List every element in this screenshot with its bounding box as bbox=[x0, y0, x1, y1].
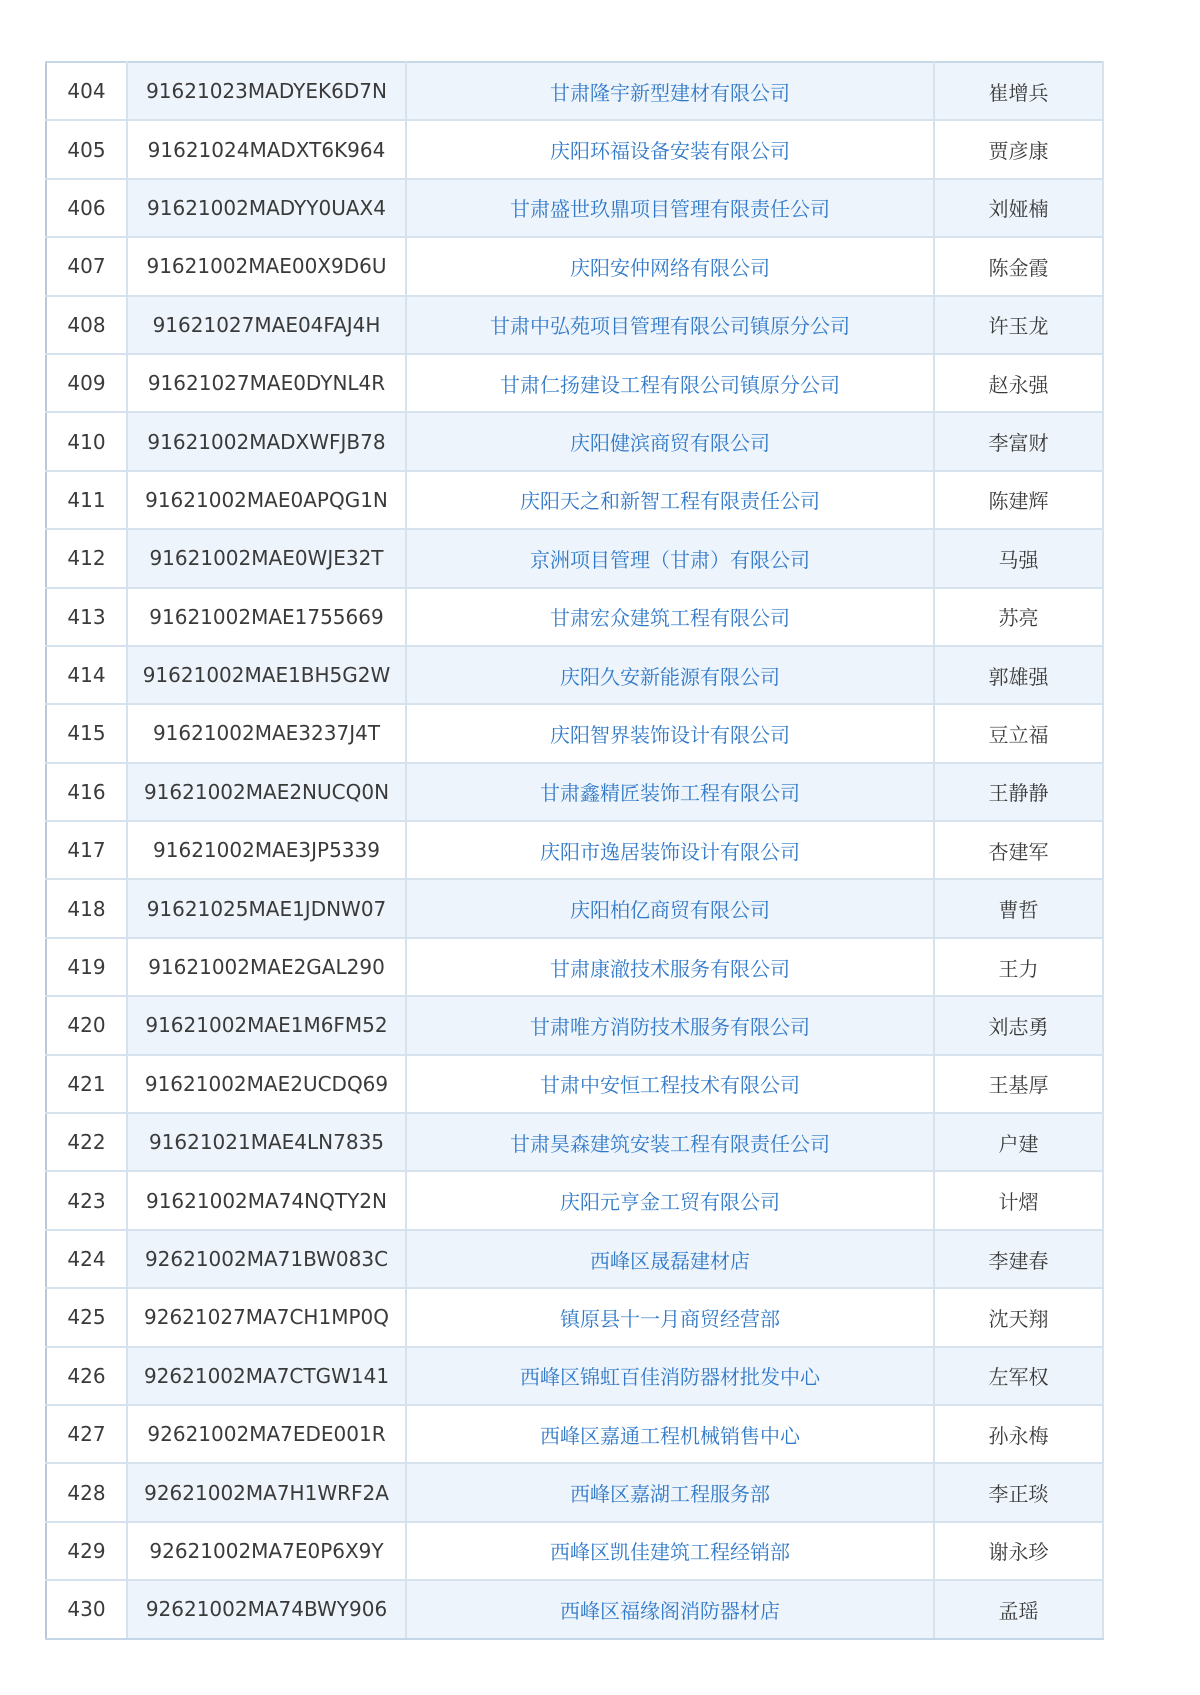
credit-code-cell: 91621024MADXT6K964 bbox=[127, 120, 406, 178]
credit-code-cell: 91621002MAE00X9D6U bbox=[127, 237, 406, 295]
company-name-cell: 庆阳健滨商贸有限公司 bbox=[406, 412, 934, 470]
company-name-cell: 甘肃鑫精匠装饰工程有限公司 bbox=[406, 763, 934, 821]
table-row bbox=[46, 1405, 1103, 1463]
legal-representative-cell: 陈建辉 bbox=[934, 471, 1103, 529]
row-number-cell: 423 bbox=[46, 1171, 127, 1229]
legal-representative-cell: 苏亮 bbox=[934, 588, 1103, 646]
credit-code-cell: 91621002MAE0APQG1N bbox=[127, 471, 406, 529]
row-number-cell: 404 bbox=[46, 62, 127, 120]
row-number-cell: 424 bbox=[46, 1230, 127, 1288]
row-number-cell: 425 bbox=[46, 1288, 127, 1346]
credit-code-cell: 91621021MAE4LN7835 bbox=[127, 1113, 406, 1171]
legal-representative-cell: 王基厚 bbox=[934, 1055, 1103, 1113]
credit-code-cell: 91621002MA74NQTY2N bbox=[127, 1171, 406, 1229]
row-number-cell: 428 bbox=[46, 1463, 127, 1521]
legal-representative-cell: 曹哲 bbox=[934, 879, 1103, 937]
company-name-cell: 甘肃仁扬建设工程有限公司镇原分公司 bbox=[406, 354, 934, 412]
company-name-cell: 甘肃盛世玖鼎项目管理有限责任公司 bbox=[406, 179, 934, 237]
table-row bbox=[46, 354, 1103, 412]
credit-code-cell: 92621002MA7H1WRF2A bbox=[127, 1463, 406, 1521]
credit-code-cell: 92621002MA74BWY906 bbox=[127, 1580, 406, 1638]
company-name-cell: 甘肃昊森建筑安装工程有限责任公司 bbox=[406, 1113, 934, 1171]
legal-representative-cell: 崔增兵 bbox=[934, 62, 1103, 120]
credit-code-cell: 91621023MADYEK6D7N bbox=[127, 62, 406, 120]
row-number-cell: 406 bbox=[46, 179, 127, 237]
table-row bbox=[46, 879, 1103, 937]
row-number-cell: 413 bbox=[46, 588, 127, 646]
credit-code-cell: 91621002MAE3237J4T bbox=[127, 704, 406, 762]
table-row bbox=[46, 821, 1103, 879]
row-number-cell: 415 bbox=[46, 704, 127, 762]
legal-representative-cell: 刘志勇 bbox=[934, 996, 1103, 1054]
row-number-cell: 420 bbox=[46, 996, 127, 1054]
legal-representative-cell: 孟瑶 bbox=[934, 1580, 1103, 1638]
legal-representative-cell: 王静静 bbox=[934, 763, 1103, 821]
table-row bbox=[46, 704, 1103, 762]
table-row bbox=[46, 179, 1103, 237]
legal-representative-cell: 贾彦康 bbox=[934, 120, 1103, 178]
table-row bbox=[46, 1230, 1103, 1288]
table-row bbox=[46, 996, 1103, 1054]
legal-representative-cell: 杏建军 bbox=[934, 821, 1103, 879]
credit-code-cell: 91621002MAE1M6FM52 bbox=[127, 996, 406, 1054]
legal-representative-cell: 陈金霞 bbox=[934, 237, 1103, 295]
row-number-cell: 430 bbox=[46, 1580, 127, 1638]
credit-code-cell: 91621002MAE1BH5G2W bbox=[127, 646, 406, 704]
table-row bbox=[46, 237, 1103, 295]
legal-representative-cell: 谢永珍 bbox=[934, 1522, 1103, 1580]
credit-code-cell: 91621027MAE04FAJ4H bbox=[127, 296, 406, 354]
company-name-cell: 庆阳市逸居装饰设计有限公司 bbox=[406, 821, 934, 879]
table-row bbox=[46, 1347, 1103, 1405]
table-row bbox=[46, 1288, 1103, 1346]
row-number-cell: 417 bbox=[46, 821, 127, 879]
credit-code-cell: 91621027MAE0DYNL4R bbox=[127, 354, 406, 412]
table-row bbox=[46, 938, 1103, 996]
table-row bbox=[46, 1522, 1103, 1580]
company-name-cell: 庆阳环福设备安装有限公司 bbox=[406, 120, 934, 178]
legal-representative-cell: 户建 bbox=[934, 1113, 1103, 1171]
company-name-cell: 甘肃隆宇新型建材有限公司 bbox=[406, 62, 934, 120]
company-name-cell: 西峰区凯佳建筑工程经销部 bbox=[406, 1522, 934, 1580]
table-row bbox=[46, 1171, 1103, 1229]
table-row bbox=[46, 412, 1103, 470]
company-name-cell: 庆阳天之和新智工程有限责任公司 bbox=[406, 471, 934, 529]
company-name-cell: 庆阳柏亿商贸有限公司 bbox=[406, 879, 934, 937]
company-name-cell: 庆阳安仲网络有限公司 bbox=[406, 237, 934, 295]
legal-representative-cell: 王力 bbox=[934, 938, 1103, 996]
company-name-cell: 甘肃中安恒工程技术有限公司 bbox=[406, 1055, 934, 1113]
row-number-cell: 429 bbox=[46, 1522, 127, 1580]
row-number-cell: 422 bbox=[46, 1113, 127, 1171]
table-row bbox=[46, 646, 1103, 704]
row-number-cell: 411 bbox=[46, 471, 127, 529]
credit-code-cell: 91621002MAE1755669 bbox=[127, 588, 406, 646]
company-name-cell: 甘肃唯方消防技术服务有限公司 bbox=[406, 996, 934, 1054]
legal-representative-cell: 刘娅楠 bbox=[934, 179, 1103, 237]
credit-code-cell: 92621027MA7CH1MP0Q bbox=[127, 1288, 406, 1346]
company-name-cell: 镇原县十一月商贸经营部 bbox=[406, 1288, 934, 1346]
credit-code-cell: 92621002MA7CTGW141 bbox=[127, 1347, 406, 1405]
table-row bbox=[46, 120, 1103, 178]
legal-representative-cell: 计熠 bbox=[934, 1171, 1103, 1229]
legal-representative-cell: 马强 bbox=[934, 529, 1103, 587]
company-name-cell: 西峰区嘉通工程机械销售中心 bbox=[406, 1405, 934, 1463]
company-name-cell: 西峰区福缘阁消防器材店 bbox=[406, 1580, 934, 1638]
company-name-cell: 庆阳智界装饰设计有限公司 bbox=[406, 704, 934, 762]
table-row bbox=[46, 588, 1103, 646]
credit-code-cell: 92621002MA71BW083C bbox=[127, 1230, 406, 1288]
company-name-cell: 庆阳久安新能源有限公司 bbox=[406, 646, 934, 704]
row-number-cell: 418 bbox=[46, 879, 127, 937]
table-row bbox=[46, 529, 1103, 587]
credit-code-cell: 91621002MADXWFJB78 bbox=[127, 412, 406, 470]
row-number-cell: 414 bbox=[46, 646, 127, 704]
row-number-cell: 409 bbox=[46, 354, 127, 412]
row-number-cell: 410 bbox=[46, 412, 127, 470]
legal-representative-cell: 李正琰 bbox=[934, 1463, 1103, 1521]
row-number-cell: 427 bbox=[46, 1405, 127, 1463]
credit-code-cell: 91621025MAE1JDNW07 bbox=[127, 879, 406, 937]
company-name-cell: 西峰区晟磊建材店 bbox=[406, 1230, 934, 1288]
row-number-cell: 421 bbox=[46, 1055, 127, 1113]
registration-table-body bbox=[46, 62, 1103, 1639]
credit-code-cell: 91621002MADYY0UAX4 bbox=[127, 179, 406, 237]
credit-code-cell: 91621002MAE3JP5339 bbox=[127, 821, 406, 879]
company-name-cell: 甘肃中弘苑项目管理有限公司镇原分公司 bbox=[406, 296, 934, 354]
table-row bbox=[46, 1055, 1103, 1113]
credit-code-cell: 91621002MAE2NUCQ0N bbox=[127, 763, 406, 821]
credit-code-cell: 91621002MAE0WJE32T bbox=[127, 529, 406, 587]
company-name-cell: 京洲项目管理（甘肃）有限公司 bbox=[406, 529, 934, 587]
legal-representative-cell: 许玉龙 bbox=[934, 296, 1103, 354]
table-row bbox=[46, 763, 1103, 821]
row-number-cell: 407 bbox=[46, 237, 127, 295]
legal-representative-cell: 孙永梅 bbox=[934, 1405, 1103, 1463]
legal-representative-cell: 李建春 bbox=[934, 1230, 1103, 1288]
credit-code-cell: 91621002MAE2UCDQ69 bbox=[127, 1055, 406, 1113]
company-name-cell: 甘肃宏众建筑工程有限公司 bbox=[406, 588, 934, 646]
company-name-cell: 庆阳元亨金工贸有限公司 bbox=[406, 1171, 934, 1229]
row-number-cell: 426 bbox=[46, 1347, 127, 1405]
registration-table-container bbox=[45, 61, 1102, 1640]
table-row bbox=[46, 471, 1103, 529]
legal-representative-cell: 沈天翔 bbox=[934, 1288, 1103, 1346]
row-number-cell: 408 bbox=[46, 296, 127, 354]
legal-representative-cell: 左军权 bbox=[934, 1347, 1103, 1405]
credit-code-cell: 91621002MAE2GAL290 bbox=[127, 938, 406, 996]
company-name-cell: 西峰区嘉湖工程服务部 bbox=[406, 1463, 934, 1521]
company-name-cell: 西峰区锦虹百佳消防器材批发中心 bbox=[406, 1347, 934, 1405]
credit-code-cell: 92621002MA7E0P6X9Y bbox=[127, 1522, 406, 1580]
legal-representative-cell: 豆立福 bbox=[934, 704, 1103, 762]
row-number-cell: 405 bbox=[46, 120, 127, 178]
table-row bbox=[46, 62, 1103, 120]
table-row bbox=[46, 1463, 1103, 1521]
legal-representative-cell: 赵永强 bbox=[934, 354, 1103, 412]
table-row bbox=[46, 1113, 1103, 1171]
table-row bbox=[46, 296, 1103, 354]
table-row bbox=[46, 1580, 1103, 1638]
legal-representative-cell: 郭雄强 bbox=[934, 646, 1103, 704]
row-number-cell: 419 bbox=[46, 938, 127, 996]
legal-representative-cell: 李富财 bbox=[934, 412, 1103, 470]
company-name-cell: 甘肃康澈技术服务有限公司 bbox=[406, 938, 934, 996]
row-number-cell: 412 bbox=[46, 529, 127, 587]
registration-table bbox=[45, 61, 1104, 1640]
row-number-cell: 416 bbox=[46, 763, 127, 821]
credit-code-cell: 92621002MA7EDE001R bbox=[127, 1405, 406, 1463]
